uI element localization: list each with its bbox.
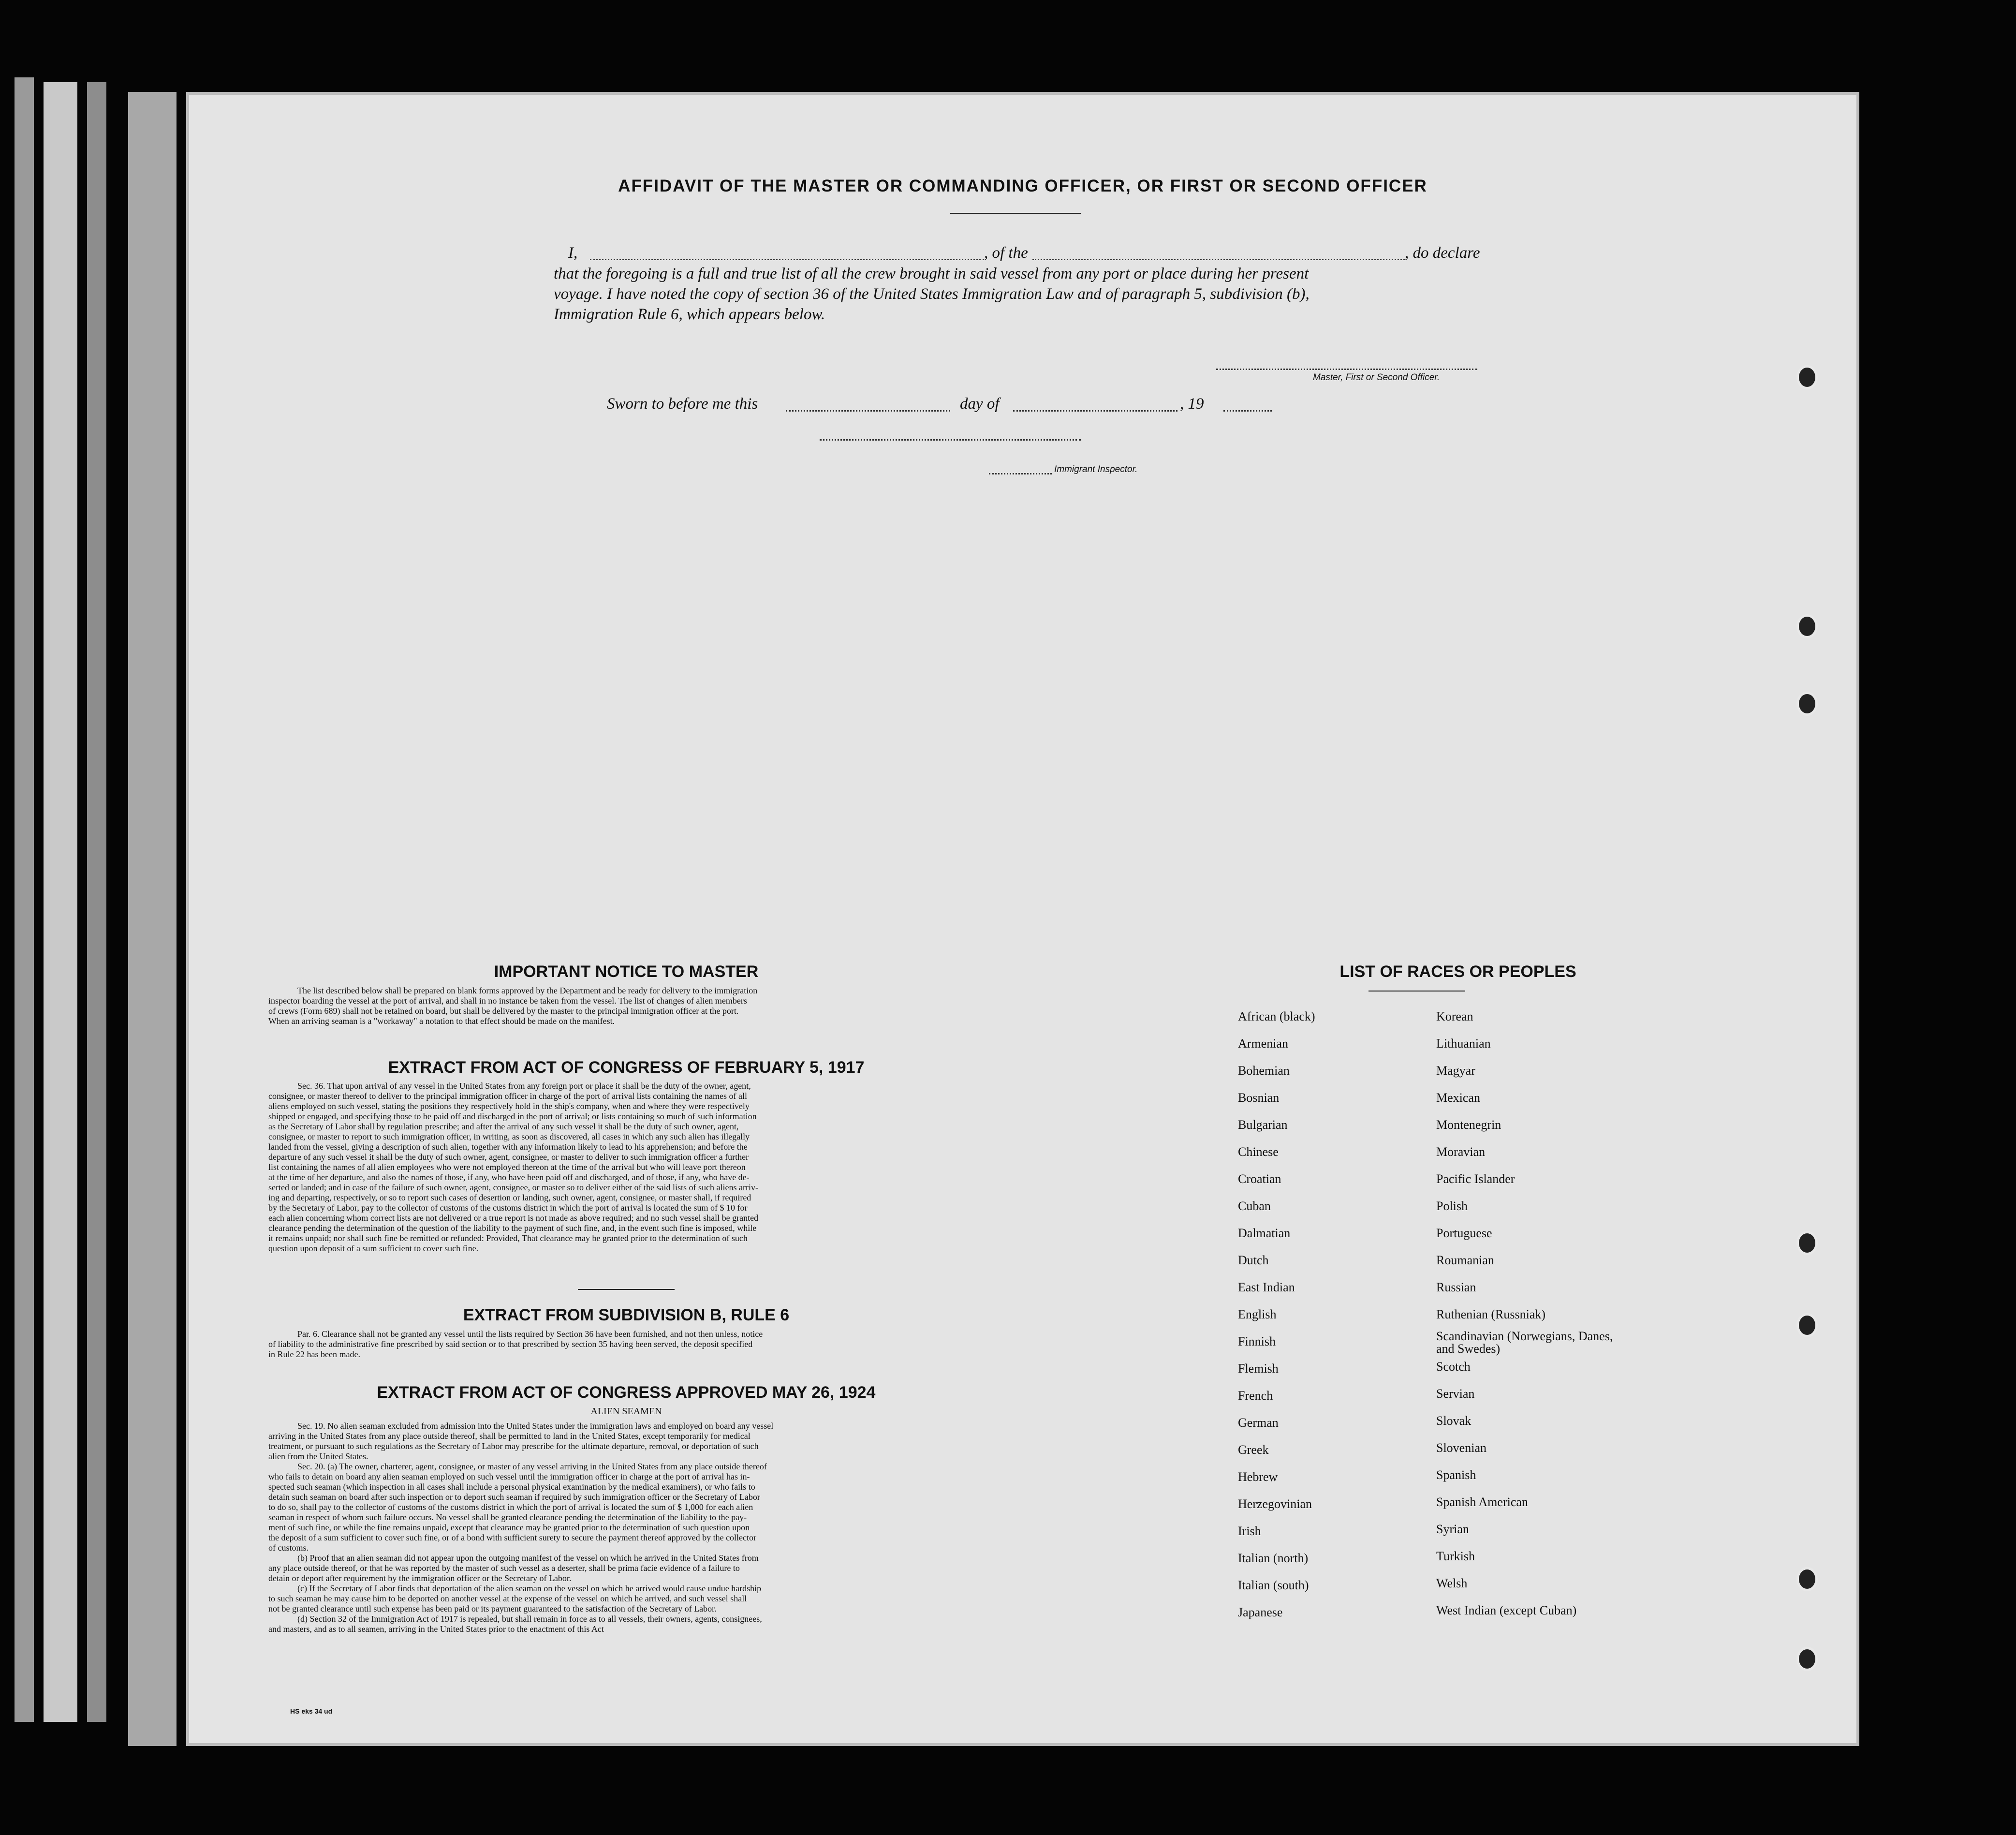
form-code: HS eks 34 ud	[290, 1707, 333, 1715]
text-line: clearance pending the determination of the question of the liability to the payment of such fine, and, in the event such fine is imposed, while	[268, 1223, 757, 1233]
text-line: consignee, or master to report to such immigration officer, in writing, as soon as discovered, all cases in which any such alien has illegally	[268, 1132, 750, 1141]
text-line: of liability to the administrative fine prescribed by said section or to that prescribed by section 35 having been served, the deposit specified	[268, 1339, 753, 1349]
text-line: consignee, or master thereof to deliver to the principal immigration officer in charge of the port of arrival lists containing the names of all	[268, 1091, 748, 1101]
punch-hole	[1796, 1313, 1818, 1337]
affidavit-declarant-label: I,	[568, 244, 578, 262]
master-signature-label: Master, First or Second Officer.	[1313, 372, 1440, 383]
race-item: Servian	[1436, 1387, 1475, 1401]
race-item: Spanish American	[1436, 1495, 1528, 1509]
text-line: as the Secretary of Labor shall by regulation prescribe; and after the arrival of any such vessel it shall be the duty of such owner, agent,	[268, 1122, 739, 1131]
text-line: question upon deposit of a sum sufficient to cover such fine.	[268, 1243, 479, 1253]
race-item: Flemish	[1238, 1361, 1279, 1376]
inspector-lead-dots	[989, 473, 1052, 474]
text-line: detain or deport after requirement by the immigration officer or the Secretary of Labor.	[268, 1573, 572, 1583]
extract-1924-text	[268, 1421, 984, 1634]
text-line: (d) Section 32 of the Immigration Act of 1917 is repealed, but shall remain in force as to all vessels, their owners, agents, consignees,	[297, 1614, 762, 1624]
declarant-name-field[interactable]	[590, 259, 984, 260]
inspector-signature-field[interactable]	[820, 439, 1081, 441]
punch-hole	[1796, 692, 1818, 716]
text-line: arriving in the United States from any place outside thereof, shall be permitted to land in the United States, except temporarily for medical	[268, 1431, 750, 1441]
master-signature-field[interactable]	[1216, 369, 1477, 370]
text-line: ing and departing, respectively, or so to report such cases of desertion or landing, such owner, agent, consignee, or master shall, if required	[268, 1193, 751, 1202]
race-item: Scandinavian (Norwegians, Danes, and Swedes)	[1436, 1329, 1613, 1356]
race-item: Irish	[1238, 1524, 1261, 1538]
text-line: detain such seaman on board after such inspection or to deport such seaman if required by such immigration officer or the Secretary of Labor	[268, 1492, 760, 1502]
section-rule	[578, 1289, 675, 1290]
text-line: Sec. 20. (a) The owner, charterer, agent, consignee, or master of any vessel arriving in the United States from any place outside thereof	[297, 1462, 767, 1471]
race-item: Montenegrin	[1436, 1118, 1501, 1132]
text-line: any place outside thereof, or that he was reported by the master of such vessel as a deserter, shall be prima facie evidence of a failure to	[268, 1563, 740, 1573]
punch-hole	[1796, 365, 1818, 389]
text-line: of crews (Form 689) shall not be retained on board, but shall be delivered by the master to the principal immigration officer at the port.	[268, 1006, 739, 1016]
text-line: at the time of her departure, and also the names of those, if any, who have been paid off and discharged, and of those, if any, who have de-	[268, 1172, 750, 1182]
page-edge-layer	[128, 92, 177, 1746]
inspector-label: Immigrant Inspector.	[1054, 464, 1138, 474]
text-line: who fails to detain on board any alien seaman employed on such vessel until the immigration officer in charge at the port of arrival has in-	[268, 1472, 750, 1481]
text-line: aliens employed on such vessel, stating the positions they respectively hold in the ship's company, when and where they were respectively	[268, 1101, 750, 1111]
text-line: Sec. 19. No alien seaman excluded from admission into the United States under the immigration laws and employed on board any vessel	[297, 1421, 774, 1431]
race-item: Finnish	[1238, 1334, 1276, 1348]
affidavit-title: AFFIDAVIT OF THE MASTER OR COMMANDING OFFICER, OR FIRST OR SECOND OFFICER	[618, 177, 1427, 195]
text-line: not be granted clearance until such expense has been paid or its payment guaranteed to the satisfaction of the Secretary of Labor.	[268, 1604, 717, 1613]
text-line: The list described below shall be prepared on blank forms approved by the Department and be ready for delivery to the immigration	[297, 986, 758, 995]
notice-text	[268, 986, 984, 1026]
race-item: Armenian	[1238, 1036, 1288, 1051]
extract-1917-title: EXTRACT FROM ACT OF CONGRESS OF FEBRUARY 5, 1917	[388, 1058, 865, 1077]
text-line: and masters, and as to all seamen, arriving in the United States prior to the enactment of this Act	[268, 1624, 604, 1634]
punch-hole	[1796, 1567, 1818, 1591]
sworn-month-field[interactable]	[1013, 410, 1177, 412]
race-item: Greek	[1238, 1443, 1269, 1457]
sworn-year-label: , 19	[1180, 395, 1204, 413]
race-item: Lithuanian	[1436, 1036, 1491, 1051]
page-edge-layer	[87, 82, 106, 1722]
sworn-day-of-label: day of	[960, 395, 1000, 413]
race-item: Spanish	[1436, 1468, 1476, 1482]
race-item: Polish	[1436, 1199, 1468, 1213]
race-item: Hebrew	[1238, 1470, 1278, 1484]
race-item: Korean	[1436, 1009, 1473, 1023]
race-item: Portuguese	[1436, 1226, 1492, 1240]
race-item: Chinese	[1238, 1145, 1279, 1159]
affidavit-text-line: that the foregoing is a full and true list of all the crew brought in said vessel from any port or place during her present	[554, 265, 1309, 282]
title-rule	[950, 213, 1081, 214]
race-item: Slovenian	[1436, 1441, 1486, 1455]
sworn-year-field[interactable]	[1223, 410, 1272, 412]
race-item: Scotch	[1436, 1360, 1471, 1374]
sworn-label: Sworn to before me this	[607, 395, 758, 413]
extract-1924-title: EXTRACT FROM ACT OF CONGRESS APPROVED MAY 26, 1924	[377, 1383, 876, 1402]
text-line: by the Secretary of Labor, pay to the collector of customs of the customs district in which the port of arrival is located the sum of $ 10 for	[268, 1203, 748, 1213]
affidavit-text-line: voyage. I have noted the copy of section 36 of the United States Immigration Law and of paragraph 5, subdivision (b),	[554, 285, 1310, 303]
race-item: African (black)	[1238, 1009, 1315, 1023]
vessel-name-field[interactable]	[1032, 259, 1405, 260]
text-line: Par. 6. Clearance shall not be granted any vessel until the lists required by Section 36 have been furnished, and not then unless, notice	[297, 1329, 763, 1339]
race-item: Slovak	[1436, 1414, 1472, 1428]
race-item: Italian (south)	[1238, 1578, 1309, 1592]
text-line: list containing the names of all alien employees who were not employed thereon at the time of the arrival but who will leave port thereon	[268, 1162, 746, 1172]
race-item: Ruthenian (Russniak)	[1436, 1307, 1546, 1321]
text-line: (c) If the Secretary of Labor finds that deportation of the alien seaman on the vessel on which he arrived would cause undue hardship	[297, 1583, 762, 1593]
text-line: serted or landed; and in case of the failure of such owner, agent, consignee, or master so to deliver either of the said lists of such aliens arriv-	[268, 1183, 758, 1192]
punch-hole	[1796, 1231, 1818, 1255]
race-item: Welsh	[1436, 1576, 1468, 1590]
race-item: French	[1238, 1389, 1273, 1403]
race-item: English	[1238, 1307, 1277, 1321]
race-item: West Indian (except Cuban)	[1436, 1603, 1577, 1617]
text-line: Sec. 36. That upon arrival of any vessel in the United States from any foreign port or place it shall be the duty of the owner, agent,	[297, 1081, 751, 1091]
extract-1917-text	[268, 1081, 984, 1254]
text-line: each alien concerning whom correct lists are not delivered or a true report is not made as above required; and no such vessel shall be granted	[268, 1213, 759, 1223]
page-edge-layer	[15, 77, 34, 1722]
text-line: (b) Proof that an alien seaman did not appear upon the outgoing manifest of the vessel on which he arrived in the United States from	[297, 1553, 759, 1563]
text-line: shipped or engaged, and specifying those to be paid off and discharged in the port of arrival; or lists containing so much of such information	[268, 1111, 757, 1121]
text-line: to such seaman he may cause him to be deported on another vessel at the expense of the vessel on which he arrived, and such vessel shall	[268, 1594, 747, 1603]
race-item: Mexican	[1436, 1091, 1480, 1105]
text-line: treatment, or pursuant to such regulations as the Secretary of Labor may prescribe for the ultimate departure, removal, or deportation of such	[268, 1441, 759, 1451]
affidavit-declare-label: , do declare	[1405, 244, 1480, 262]
text-line: landed from the vessel, giving a description of such alien, together with any information likely to lead to his apprehension; and before the	[268, 1142, 748, 1152]
text-line: it remains unpaid; nor shall such fine be remitted or refunded: Provided, That clearance may be granted prior to the determination of such	[268, 1233, 748, 1243]
race-item: Russian	[1436, 1280, 1476, 1294]
races-title: LIST OF RACES OR PEOPLES	[1339, 962, 1576, 981]
text-line: inspector boarding the vessel at the port of arrival, and shall in no instance be taken from the vessel. The list of changes of alien members	[268, 996, 747, 1006]
race-item: Croatian	[1238, 1172, 1281, 1186]
race-item: Syrian	[1436, 1522, 1469, 1536]
punch-hole	[1796, 1647, 1818, 1671]
affidavit-vessel-label: , of the	[984, 244, 1028, 262]
notice-title: IMPORTANT NOTICE TO MASTER	[494, 962, 759, 981]
text-line: of customs.	[268, 1543, 309, 1553]
punch-hole	[1796, 614, 1818, 638]
form-page	[186, 92, 1859, 1746]
extract-1924-subtitle: ALIEN SEAMEN	[590, 1406, 662, 1417]
text-line: alien from the United States.	[268, 1451, 368, 1461]
race-item: Turkish	[1436, 1549, 1475, 1563]
text-line: seaman in respect of whom such failure occurs. No vessel shall be granted clearance pending the determination of the liability to the pay-	[268, 1512, 747, 1522]
page-edge-layer	[44, 82, 77, 1722]
text-line: to do so, shall pay to the collector of customs of the customs district in which the port of arrival is located the sum of $ 1,000 for each alien	[268, 1502, 753, 1512]
text-line: spected such seaman (which inspection in all cases shall include a personal physical examination by the medical examiners), or who fails to	[268, 1482, 755, 1492]
race-item: Bulgarian	[1238, 1118, 1288, 1132]
race-item: Bohemian	[1238, 1064, 1290, 1078]
subdivision-title: EXTRACT FROM SUBDIVISION B, RULE 6	[463, 1306, 790, 1324]
race-item: Roumanian	[1436, 1253, 1494, 1267]
text-line: the deposit of a sum sufficient to cover such fine, or of a bond with sufficient surety to secure the payment thereof approved by the collector	[268, 1533, 757, 1542]
race-item: Moravian	[1436, 1145, 1486, 1159]
race-item: Japanese	[1238, 1605, 1283, 1619]
race-item: German	[1238, 1416, 1279, 1430]
race-item: Italian (north)	[1238, 1551, 1309, 1565]
text-line: When an arriving seaman is a "workaway" a notation to that effect should be made on the manifest.	[268, 1016, 615, 1026]
race-item: Dalmatian	[1238, 1226, 1291, 1240]
race-item: Pacific Islander	[1436, 1172, 1515, 1186]
race-item: East Indian	[1238, 1280, 1295, 1294]
race-item: Bosnian	[1238, 1091, 1280, 1105]
race-item: Dutch	[1238, 1253, 1269, 1267]
race-item: Herzegovinian	[1238, 1497, 1312, 1511]
race-item: Cuban	[1238, 1199, 1271, 1213]
subdivision-text	[268, 1329, 984, 1360]
sworn-day-field[interactable]	[786, 410, 950, 412]
race-item: Magyar	[1436, 1064, 1475, 1078]
text-line: in Rule 22 has been made.	[268, 1349, 360, 1359]
text-line: departure of any such vessel it shall be the duty of such owner, agent, consignee, or master to deliver to such immigration officer a further	[268, 1152, 749, 1162]
text-line: ment of such fine, or while the fine remains unpaid, except that clearance may be granted prior to the determination of such question upon	[268, 1523, 750, 1532]
affidavit-text-line: Immigration Rule 6, which appears below.	[554, 306, 825, 323]
